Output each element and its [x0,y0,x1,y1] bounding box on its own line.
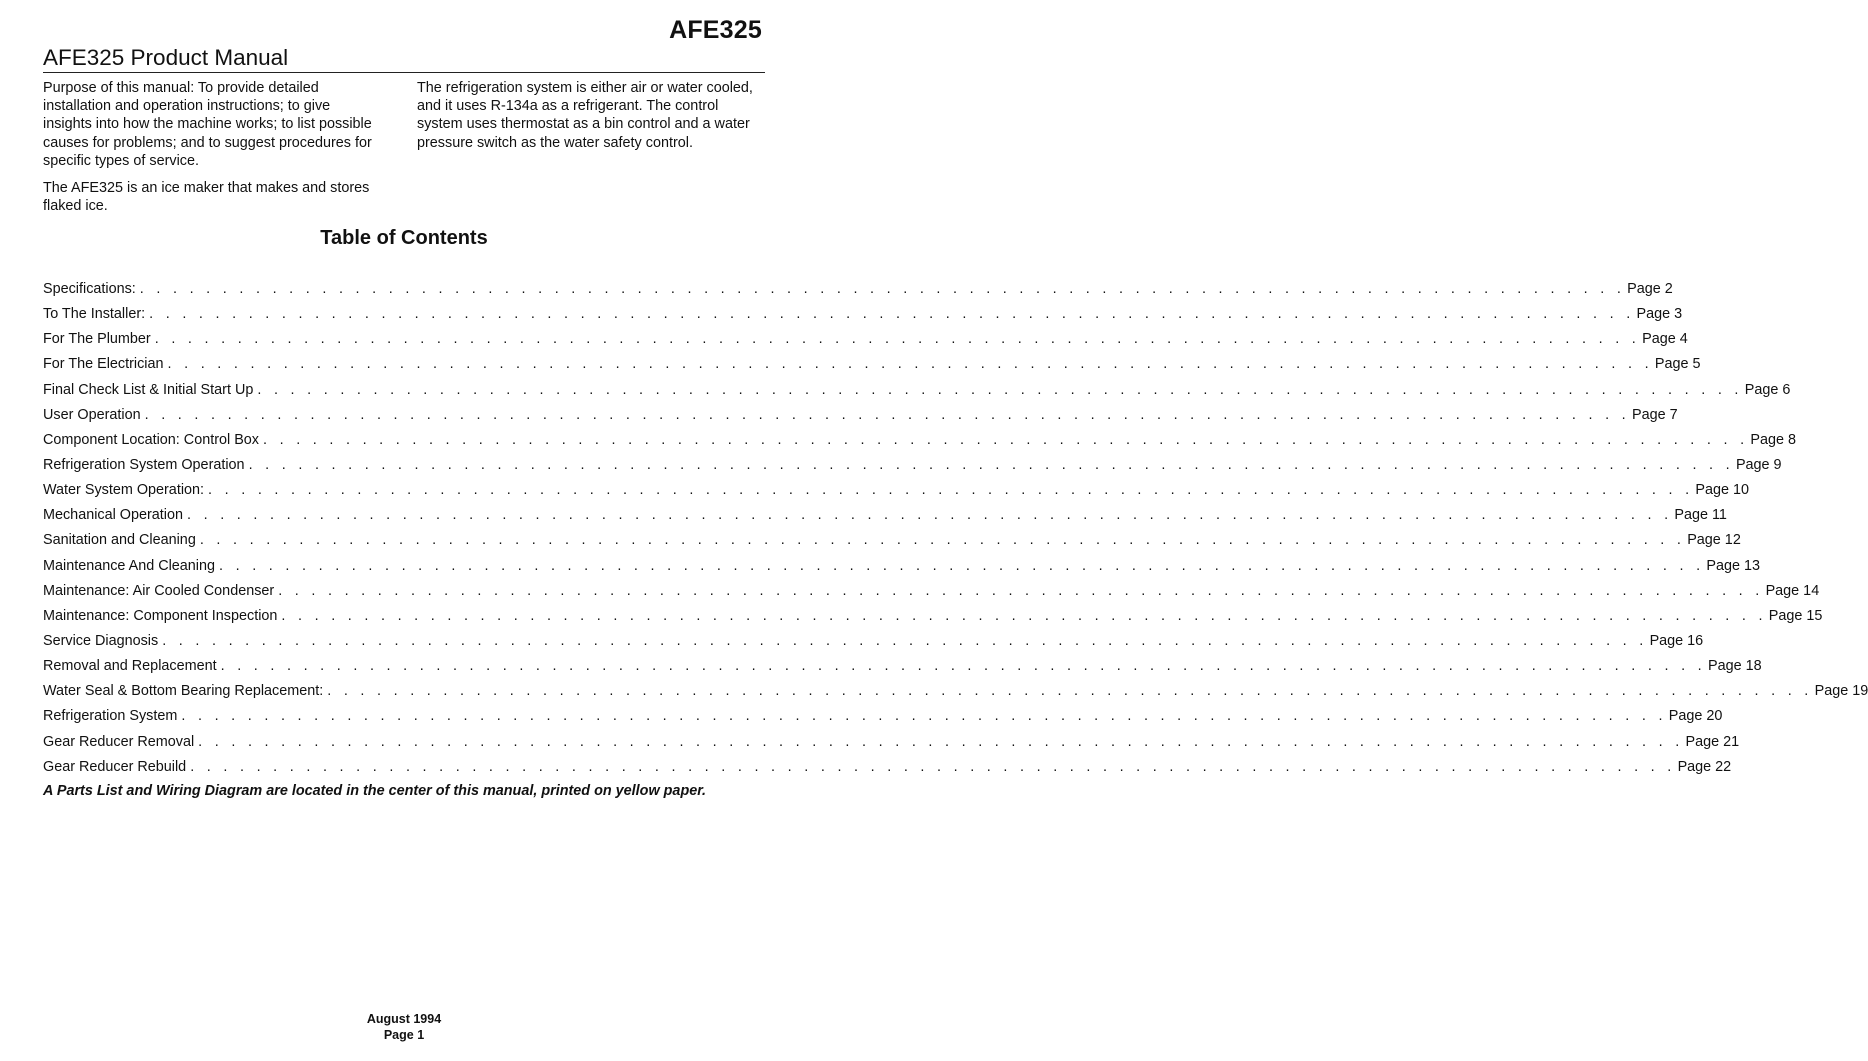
toc-dot-leader: . . . . . . . . . . . . . . . . . . . . . . . . . . . . . . . . . . . . . . . . . . . . . . . . . . . . . . . . . . . . . . . . . . . . . . . . . . . . . . . . . . . . . . . . . . [208,482,1694,499]
toc-dot-leader: . . . . . . . . . . . . . . . . . . . . . . . . . . . . . . . . . . . . . . . . . . . . . . . . . . . . . . . . . . . . . . . . . . . . . . . . . . . . . . . . . . . . . . . . . . [199,532,1686,549]
page-title: AFE325 Product Manual [43,45,289,70]
toc-entry-page: Page 8 [1750,431,1796,448]
toc-entry-page: Page 9 [1735,456,1782,473]
toc-entry-page: Page 19 [1814,683,1868,700]
toc-entry-label: Water System Operation: [43,482,205,499]
intro-refrigeration-paragraph: The refrigeration system is either air or water cooled, and it uses R-134a as a refrigerant. The control system uses thermostat as a bin control and a water pressure switch as the water safety control. [417,80,753,151]
toc-dot-leader: . . . . . . . . . . . . . . . . . . . . . . . . . . . . . . . . . . . . . . . . . . . . . . . . . . . . . . . . . . . . . . . . . . . . . . . . . . . . . . . . . . . . . . . . . . [257,381,1743,398]
toc-dot-leader: . . . . . . . . . . . . . . . . . . . . . . . . . . . . . . . . . . . . . . . . . . . . . . . . . . . . . . . . . . . . . . . . . . . . . . . . . . . . . . . . . . . . . . . . . . [327,683,1813,700]
toc-entry-label: Service Diagnosis [43,632,159,649]
toc-dot-leader: . . . . . . . . . . . . . . . . . . . . . . . . . . . . . . . . . . . . . . . . . . . . . . . . . . . . . . . . . . . . . . . . . . . . . . . . . . . . . . . . . . . . . . . . . . [263,431,1749,448]
toc-entry-label: Specifications: [43,281,136,297]
toc-entry [43,456,1782,481]
toc-entry [43,406,1678,431]
toc-dot-leader: . . . . . . . . . . . . . . . . . . . . . . . . . . . . . . . . . . . . . . . . . . . . . . . . . . . . . . . . . . . . . . . . . . . . . . . . . . . . . . . . . . . . . . . . . . [220,658,1706,675]
toc-entry-label: Mechanical Operation [43,507,183,524]
title-divider [43,72,765,73]
toc-entry [43,607,1823,632]
toc-dot-leader: . . . . . . . . . . . . . . . . . . . . . . . . . . . . . . . . . . . . . . . . . . . . . . . . . . . . . . . . . . . . . . . . . . . . . . . . . . . . . . . . . . . . . . . . . . [219,557,1705,574]
footer-date: August 1994 [366,1012,442,1026]
toc-dot-leader: . . . . . . . . . . . . . . . . . . . . . . . . . . . . . . . . . . . . . . . . . . . . . . . . . . . . . . . . . . . . . . . . . . . . . . . . . . . . . . . . . . . . . . . . . . [281,607,1767,624]
toc-dot-leader: . . . . . . . . . . . . . . . . . . . . . . . . . . . . . . . . . . . . . . . . . . . . . . . . . . . . . . . . . . . . . . . . . . . . . . . . . . . . . . . . . . . . . . . . . . [187,507,1673,524]
toc-dot-leader: . . . . . . . . . . . . . . . . . . . . . . . . . . . . . . . . . . . . . . . . . . . . . . . . . . . . . . . . . . . . . . . . . . . . . . . . . . . . . . . . . . . . . . . . . . [248,456,1734,473]
toc-heading: Table of Contents [320,227,488,249]
toc-entry [43,431,1796,456]
toc-entry-page: Page 13 [1706,557,1761,574]
toc-dot-leader: . . . . . . . . . . . . . . . . . . . . . . . . . . . . . . . . . . . . . . . . . . . . . . . . . . . . . . . . . . . . . . . . . . . . . . . . . . . . . . . . . . . . . . . . . . [154,331,1641,348]
toc-entry-label: For The Electrician [43,356,164,373]
toc-entry [43,582,1820,607]
toc-entry-page: Page 18 [1707,658,1762,675]
toc-entry-label: Final Check List & Initial Start Up [43,381,254,398]
intro-description-paragraph: The AFE325 is an ice maker that makes and stores flaked ice. [43,180,370,215]
toc-entry [43,280,1673,305]
toc-dot-leader: . . . . . . . . . . . . . . . . . . . . . . . . . . . . . . . . . . . . . . . . . . . . . . . . . . . . . . . . . . . . . . . . . . . . . . . . . . . . . . . . . . . . . . . . . . [190,758,1676,775]
toc-entry [43,531,1741,556]
toc-entry-page: Page 7 [1631,406,1678,423]
toc-entry [43,305,1683,330]
toc-entry-page: Page 22 [1677,758,1732,775]
toc-entry-label: Gear Reducer Removal [43,733,195,750]
intro-left-column [43,79,373,224]
toc-entry [43,557,1761,582]
toc-entry-page: Page 6 [1744,381,1791,398]
toc-entry-page: Page 16 [1649,632,1704,649]
page-footer [0,1012,808,1043]
toc-entry-label: Water Seal & Bottom Bearing Replacement: [43,683,324,700]
toc-entry-page: Page 2 [1627,281,1673,297]
model-code: AFE325 [669,16,762,44]
toc-entry-page: Page 3 [1636,306,1683,323]
toc-entry-label: Maintenance: Air Cooled Condenser [43,582,275,599]
toc-dot-leader: . . . . . . . . . . . . . . . . . . . . . . . . . . . . . . . . . . . . . . . . . . . . . . . . . . . . . . . . . . . . . . . . . . . . . . . . . . . . . . . . . . . . . . . . . . [149,306,1635,323]
toc-entry-page: Page 10 [1695,482,1750,499]
toc-dot-leader: . . . . . . . . . . . . . . . . . . . . . . . . . . . . . . . . . . . . . . . . . . . . . . . . . . . . . . . . . . . . . . . . . . . . . . . . . . . . . . . . . . . . . . . . . . [278,582,1764,599]
toc-entry-label: For The Plumber [43,331,151,348]
toc-entry-page: Page 12 [1687,532,1741,549]
toc-entry-page: Page 14 [1765,582,1820,599]
toc-dot-leader: . . . . . . . . . . . . . . . . . . . . . . . . . . . . . . . . . . . . . . . . . . . . . . . . . . . . . . . . . . . . . . . . . . . . . . . . . . . . . . . . . . . . . . . . . . [139,281,1626,297]
toc-dot-leader: . . . . . . . . . . . . . . . . . . . . . . . . . . . . . . . . . . . . . . . . . . . . . . . . . . . . . . . . . . . . . . . . . . . . . . . . . . . . . . . . . . . . . . . . . . [144,406,1630,423]
toc-entry-label: Removal and Replacement [43,658,217,675]
toc-entry [43,381,1791,406]
toc-dot-leader: . . . . . . . . . . . . . . . . . . . . . . . . . . . . . . . . . . . . . . . . . . . . . . . . . . . . . . . . . . . . . . . . . . . . . . . . . . . . . . . . . . . . . . . . . . [167,356,1653,373]
toc-entry-page: Page 21 [1685,733,1740,750]
toc-dot-leader: . . . . . . . . . . . . . . . . . . . . . . . . . . . . . . . . . . . . . . . . . . . . . . . . . . . . . . . . . . . . . . . . . . . . . . . . . . . . . . . . . . . . . . . . . . [162,632,1648,649]
toc-entry-label: Maintenance: Component Inspection [43,607,278,624]
toc-entry-label: Gear Reducer Rebuild [43,758,187,775]
toc-entry-label: Sanitation and Cleaning [43,532,196,549]
toc-entry-label: Refrigeration System Operation [43,456,245,473]
toc-entry [43,330,1688,355]
toc-entry [43,682,1868,707]
toc-entry-page: Page 11 [1674,507,1727,524]
toc-entry [43,758,1732,783]
intro-purpose-paragraph: Purpose of this manual: To provide detailed installation and operation instructions; to give insights into how the machine works; to list possible causes for problems; and to suggest procedures for specific types of service. [43,80,372,169]
toc-entry [43,506,1727,531]
toc-entry [43,707,1723,732]
toc-entry-label: Component Location: Control Box [43,431,259,448]
toc-entry [43,632,1704,657]
toc-entry [43,733,1740,758]
toc-entry-label: Refrigeration System [43,708,178,725]
toc-entry-label: User Operation [43,406,141,423]
toc-entry-page: Page 15 [1768,607,1823,624]
toc-entry-label: To The Installer: [43,306,146,323]
toc-dot-leader: . . . . . . . . . . . . . . . . . . . . . . . . . . . . . . . . . . . . . . . . . . . . . . . . . . . . . . . . . . . . . . . . . . . . . . . . . . . . . . . . . . . . . . . . . . [181,708,1667,725]
parts-note: A Parts List and Wiring Diagram are located in the center of this manual, printed on yellow paper. [43,783,707,799]
toc-entry-page: Page 20 [1668,708,1723,725]
toc-entry [43,355,1701,380]
intro-right-column [417,79,762,161]
toc-entry [43,657,1762,682]
toc-entry-page: Page 4 [1642,331,1688,348]
toc-dot-leader: . . . . . . . . . . . . . . . . . . . . . . . . . . . . . . . . . . . . . . . . . . . . . . . . . . . . . . . . . . . . . . . . . . . . . . . . . . . . . . . . . . . . . . . . . . [198,733,1684,750]
toc-entry-label: Maintenance And Cleaning [43,557,216,574]
footer-page-number: Page 1 [383,1027,425,1042]
toc-list [43,280,1868,783]
toc-entry [43,481,1750,506]
toc-entry-page: Page 5 [1654,356,1701,373]
